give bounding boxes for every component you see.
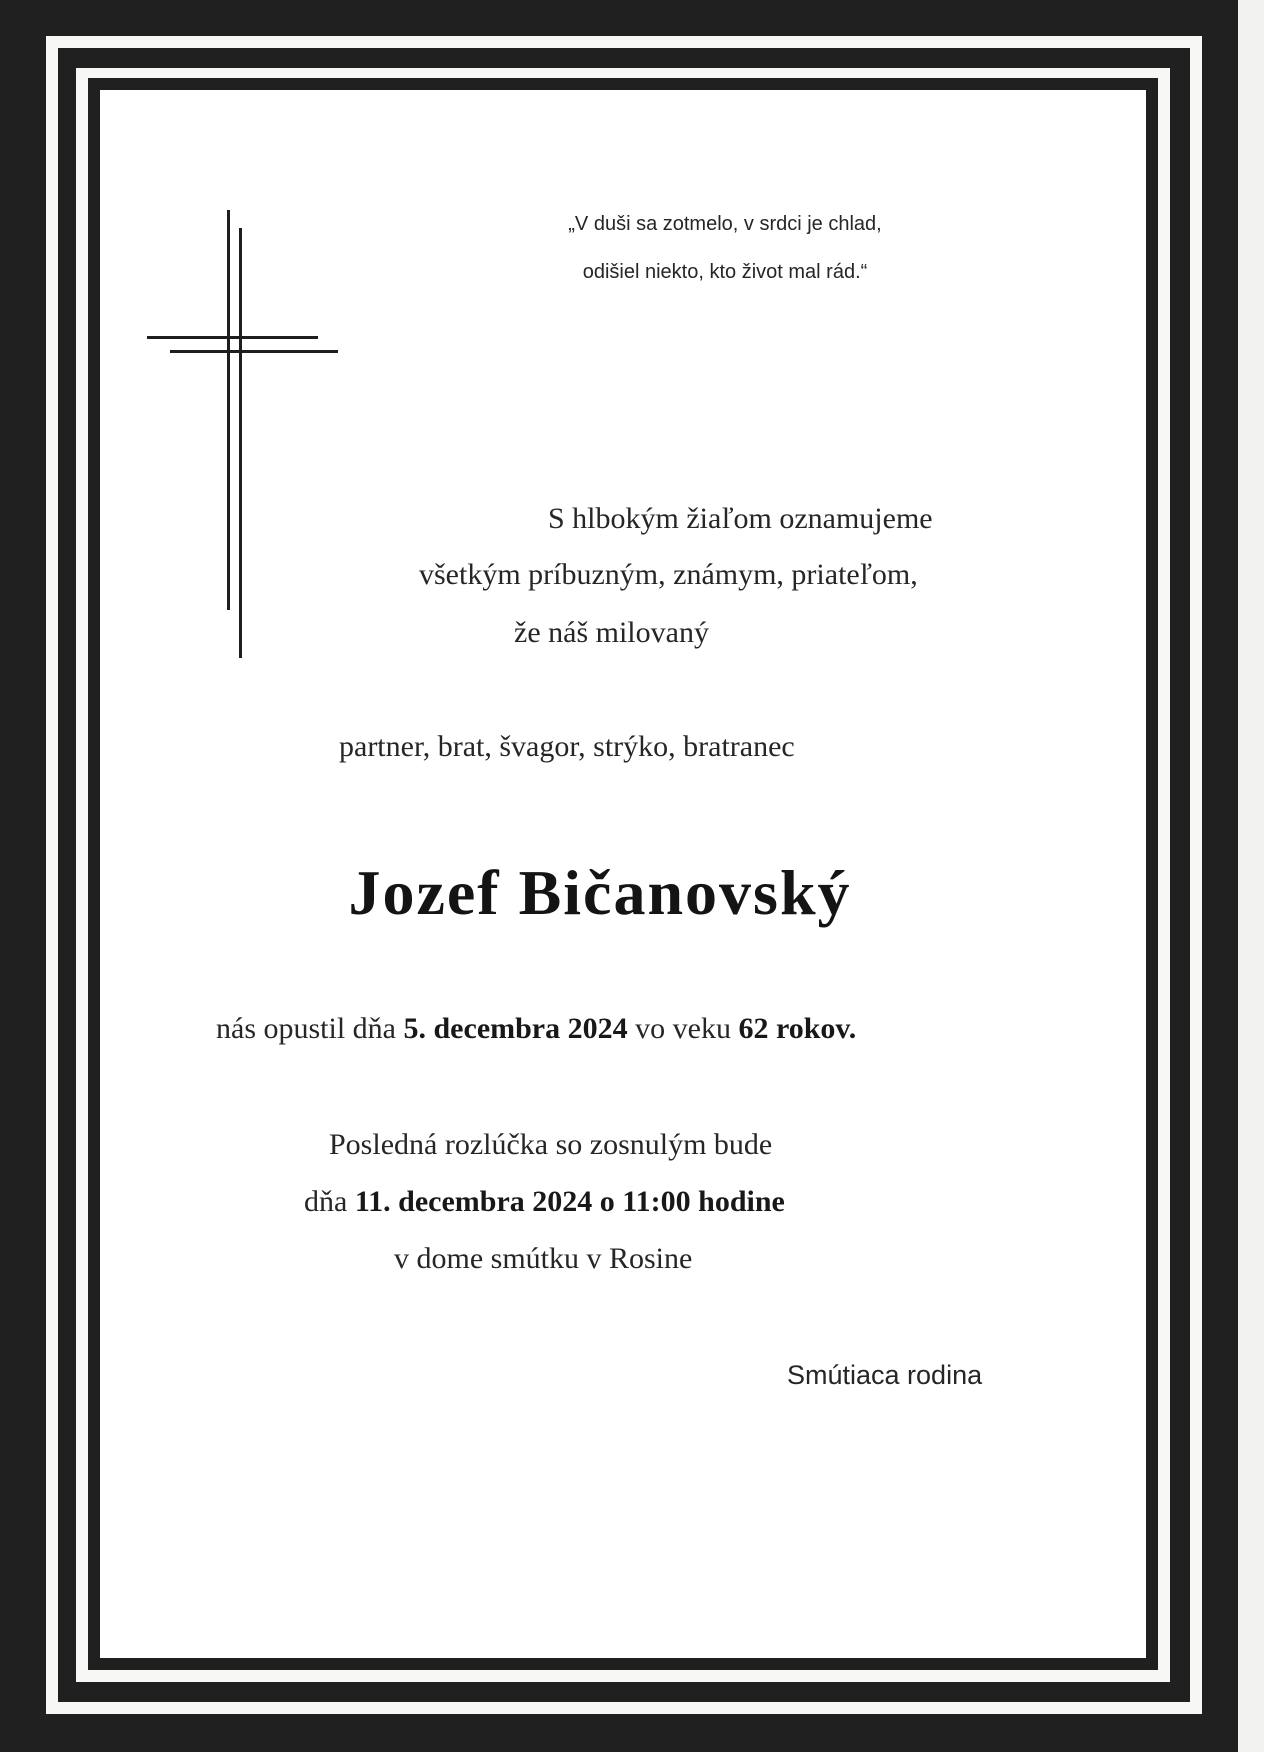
death-middle: vo veku	[627, 1012, 739, 1045]
motto-line-1: „V duši sa zotmelo, v srdci je chlad,	[568, 213, 882, 235]
farewell-datetime: 11. decembra 2024 o 11:00 hodine	[354, 1185, 785, 1218]
death-prefix: nás opustil dňa	[216, 1012, 404, 1045]
cross-icon	[0, 0, 400, 700]
announcement-line-3: že náš milovaný	[514, 616, 709, 649]
announcement-line-1: S hlbokým žiaľom oznamujeme	[548, 502, 933, 535]
announcement-line-2: všetkým príbuzným, známym, priateľom,	[419, 558, 918, 591]
death-age: 62 rokov.	[738, 1012, 857, 1045]
farewell-line-3: v dome smútku v Rosine	[394, 1242, 693, 1275]
motto-line-2: odišiel niekto, kto život mal rád.“	[582, 261, 868, 283]
relations-text: partner, brat, švagor, strýko, bratranec	[339, 730, 795, 763]
deceased-name: Jozef Bičanovský	[348, 857, 852, 928]
farewell-prefix: dňa	[304, 1185, 355, 1218]
farewell-line-2	[304, 1185, 785, 1219]
death-date: 5. decembra 2024	[403, 1012, 628, 1045]
motto-quote	[520, 200, 930, 296]
scan-margin	[1238, 0, 1264, 1752]
signature: Smútiaca rodina	[787, 1360, 983, 1390]
death-notice	[216, 1012, 856, 1046]
farewell-line-1: Posledná rozlúčka so zosnulým bude	[329, 1128, 773, 1161]
